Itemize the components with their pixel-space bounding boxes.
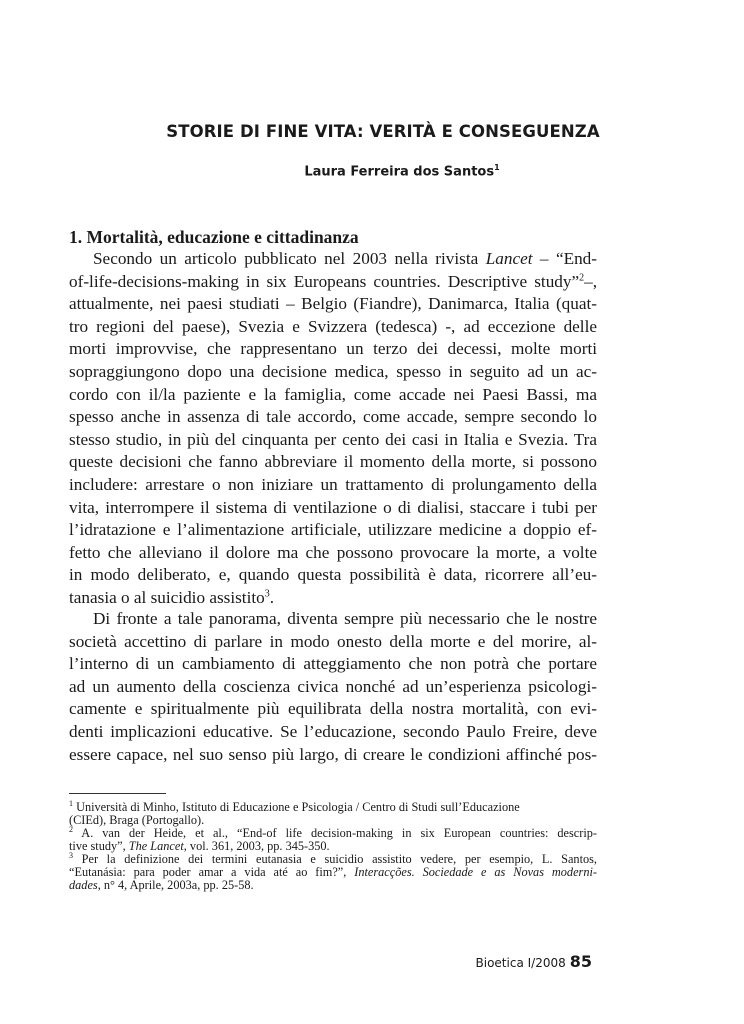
footnote-1-line: (CIEd), Braga (Portogallo). bbox=[69, 813, 205, 827]
footnote-1-line: $^1$ Università di Minho, Istituto di Educazione e Psicologia / Centro di Studi sull’Educazione bbox=[69, 798, 520, 814]
page-footer bbox=[476, 952, 592, 971]
footnote-3-line: “Eutanásia: para poder amar a vida até ao fim?”, Interacções. Sociedade e as Novas moderni- bbox=[69, 865, 597, 879]
paragraph-line: tanasia o al suicidio assistito$^3$. bbox=[69, 587, 275, 607]
paragraph-line: in modo deliberato, e, quando questa possibilità è data, ricorrere all’eu- bbox=[69, 565, 597, 585]
journal-issue: Bioetica I/2008 bbox=[475, 956, 566, 970]
author-name: Laura Ferreira dos Santos bbox=[304, 164, 495, 180]
paragraph-line: morti improvvise, che rappresentano un terzo dei decessi, molte morti bbox=[69, 339, 597, 359]
paragraph-line: tro regioni del paese), Svezia e Svizzera (tedesca) -, ad eccezione delle bbox=[69, 316, 597, 336]
paragraph-line: l’idratazione e l’alimentazione artificiale, utilizzare medicine a doppio ef- bbox=[69, 520, 597, 540]
page-number: 85 bbox=[569, 952, 592, 971]
paragraph-line: camente e spiritualmente più equilibrata della nostra mortalità, con evi- bbox=[69, 699, 597, 719]
footnote-marker: 2 bbox=[579, 271, 585, 283]
paragraph-line: l’interno di un cambiamento di atteggiamento che non potrà che portare bbox=[69, 654, 597, 674]
footnote-3-line: $^3$ Per la definizione dei termini eutanasia e suicidio assistito vedere, per esempio, L. Santos, bbox=[69, 850, 597, 866]
paragraph-line: denti implicazioni educative. Se l’educazione, secondo Paulo Freire, deve bbox=[69, 721, 597, 741]
footnote-2-line: $^2$ A. van der Heide, et al., “End-of life decision-making in six European countries: descrip- bbox=[69, 824, 597, 840]
paragraph-line: of-life-decisions-making in six Europeans countries. Descriptive study”$^2$–, bbox=[69, 271, 597, 291]
paragraph-line: attualmente, nei paesi studiati – Belgio (Fiandre), Danimarca, Italia (quat- bbox=[69, 294, 597, 314]
footnote-marker: 3 bbox=[264, 588, 270, 600]
paragraph-line: spesso anche in assenza di tale accordo, come accade, sempre secondo lo bbox=[69, 407, 597, 427]
paragraph-line: fetto che alleviano il dolore ma che possono provocare la morte, a volte bbox=[69, 542, 597, 562]
paragraph-2 bbox=[69, 608, 597, 766]
footnote-2-line: tive study”, The Lancet, vol. 361, 2003, pp. 345-350. bbox=[69, 839, 330, 853]
paragraph-line: sopraggiungono dopo una decisione medica, spesso in seguito ad un ac- bbox=[69, 361, 597, 381]
paragraph-line: ad un aumento della coscienza civica nonché ad un’esperienza psicologi- bbox=[69, 676, 597, 696]
footnote-3-line: dades, n° 4, Aprile, 2003a, pp. 25-58. bbox=[69, 878, 254, 892]
footnote-number: 1 bbox=[69, 798, 73, 808]
author-footnote-marker: 1 bbox=[494, 163, 500, 172]
paragraph-line: cordo con il/la paziente e la famiglia, come accade nei Paesi Bassi, ma bbox=[69, 384, 597, 404]
paragraph-line: queste decisioni che fanno abbreviare il momento della morte, si possono bbox=[69, 452, 597, 472]
footnotes bbox=[69, 798, 597, 892]
paragraph-line: Di fronte a tale panorama, diventa sempre più necessario che le nostre bbox=[93, 609, 597, 628]
footnote-number: 2 bbox=[69, 824, 73, 834]
paragraph-line: includere: arrestare o non iniziare un trattamento di prolungamento della bbox=[69, 474, 597, 494]
paragraph-1 bbox=[69, 248, 597, 610]
article-title: STORIE DI FINE VITA: VERITÀ E CONSEGUENZA bbox=[166, 122, 600, 141]
paragraph-line: essere capace, nel suo senso più largo, di creare le condizioni affinché pos- bbox=[69, 744, 597, 764]
paragraph-line: stesso studio, in più del cinquanta per cento dei casi in Italia e Svezia. Tra bbox=[69, 429, 597, 449]
paragraph-line: Secondo un articolo pubblicato nel 2003 nella rivista Lancet – “End- bbox=[93, 249, 597, 268]
footnote-divider bbox=[69, 793, 166, 794]
author-line bbox=[0, 163, 744, 179]
footnote-number: 3 bbox=[69, 850, 73, 860]
section-heading: 1. Mortalità, educazione e cittadinanza bbox=[69, 227, 359, 247]
paragraph-line: vita, interrompere il sistema di ventilazione o di dialisi, staccare i tubi per bbox=[69, 497, 597, 517]
journal-title-italic: Lancet bbox=[485, 249, 533, 268]
paragraph-line: società accettino di parlare in modo onesto della morte e del morire, al- bbox=[69, 631, 597, 651]
